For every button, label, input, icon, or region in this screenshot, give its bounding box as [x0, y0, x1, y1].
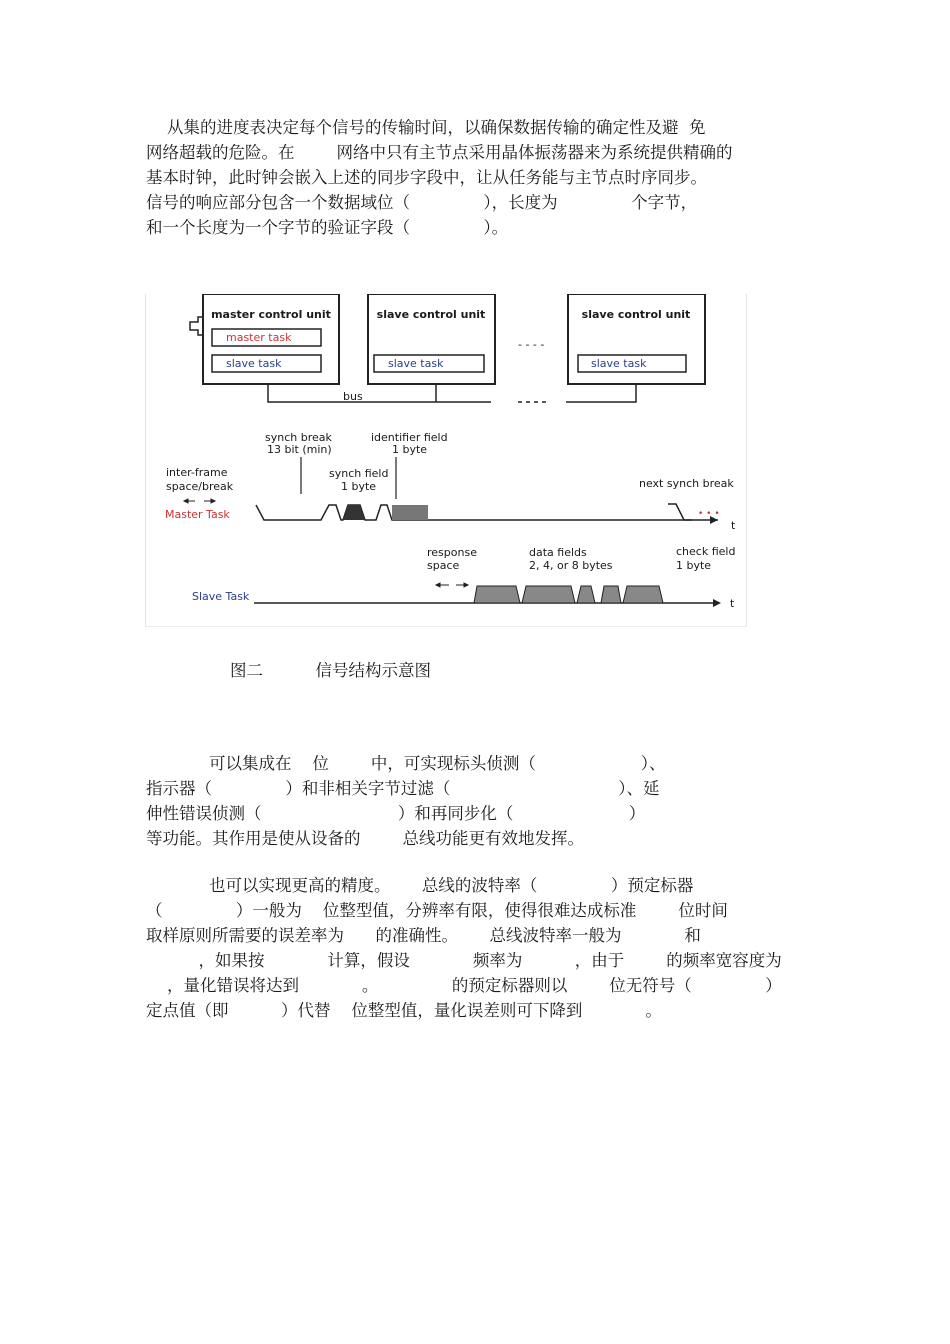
bus-line	[268, 384, 636, 402]
slave-task-box-label: slave task	[591, 357, 647, 370]
slave-control-unit-2	[568, 294, 705, 384]
data-fields-length: 2, 4, or 8 bytes	[529, 559, 613, 572]
slave-unit-title: slave control unit	[376, 308, 486, 321]
check-field-label: check field	[676, 545, 736, 558]
text-line: 取样原则所需要的误差率为 的准确性。 总线波特率一般为 和	[146, 926, 701, 945]
slave-axis-t: t	[730, 597, 735, 610]
inter-frame-label: inter-frame	[166, 466, 228, 479]
response-space-arrows	[436, 583, 468, 587]
paragraph-3	[146, 873, 810, 1023]
text-line: 可以集成在 位 中，可实现标头侦测（ ）、	[146, 754, 666, 773]
identifier-field-length: 1 byte	[392, 443, 428, 456]
text-line: 伸性错误侦测（ ）和再同步化（ ）	[146, 804, 646, 823]
synch-break-label: synch break	[265, 431, 332, 444]
slave-task-box-label: slave task	[226, 357, 282, 370]
units-ellipsis: - - - -	[518, 338, 545, 351]
master-axis-t: t	[731, 519, 736, 532]
oscillator-icon	[190, 317, 203, 335]
text-line: 指示器（ ）和非相关字节过滤（ ）、延	[146, 779, 660, 798]
identifier-field-label: identifier field	[371, 431, 448, 444]
master-task-waveform	[256, 505, 718, 520]
slave-task-box-label: slave task	[388, 357, 444, 370]
text-line: ，如果按 计算，假设 频率为 ，由于 的频率宽容度为	[146, 951, 782, 970]
master-task-box-label: master task	[226, 331, 292, 344]
slave-unit-title: slave control unit	[581, 308, 691, 321]
text-line: 信号的响应部分包含一个数据域位（ ），长度为 个字节，	[146, 193, 698, 212]
response-space-label: response	[427, 546, 477, 559]
inter-frame-label-2: space/break	[166, 480, 234, 493]
text-line: 等功能。其作用是使从设备的 总线功能更有效地发挥。	[146, 829, 584, 848]
synch-break-length: 13 bit (min)	[267, 443, 332, 456]
master-control-unit	[190, 294, 339, 384]
text-line: 网络超载的危险。在 网络中只有主节点采用晶体振荡器来为系统提供精确的	[146, 143, 733, 162]
synch-field-label: synch field	[329, 467, 389, 480]
next-synch-break-label: next synch break	[639, 477, 734, 490]
synch-field-block	[343, 505, 365, 520]
text-line: （ ）一般为 位整型值，分辨率有限，使得很难达成标准 位时间	[146, 901, 728, 920]
paragraph-1	[146, 115, 810, 240]
continuation-dots: • • •	[698, 509, 720, 519]
bus-label: bus	[343, 390, 363, 403]
slave-control-unit-1	[368, 294, 495, 384]
master-task-label: Master Task	[165, 508, 230, 521]
text-line: 定点值（即 ）代替 位整型值，量化误差则可下降到 。	[146, 1001, 662, 1020]
text-line: 从集的进度表决定每个信号的传输时间，以确保数据传输的确定性及避 免	[146, 118, 706, 137]
text-line: 和一个长度为一个字节的验证字段（ ）。	[146, 218, 509, 237]
check-field-length: 1 byte	[676, 559, 712, 572]
slave-time-arrow	[713, 599, 721, 607]
master-unit-title: master control unit	[211, 308, 331, 321]
synch-field-length: 1 byte	[341, 480, 377, 493]
text-line: 基本时钟，此时钟会嵌入上述的同步字段中，让从任务能与主节点时序同步。	[146, 168, 707, 187]
lin-signal-diagram	[145, 294, 747, 627]
data-fields-label: data fields	[529, 546, 587, 559]
text-line: ，量化错误将达到 。 的预定标器则以 位无符号（ ）	[146, 976, 782, 995]
figure-caption: 图二 信号结构示意图	[230, 661, 431, 680]
slave-task-waveform	[254, 586, 714, 603]
text-line: 也可以实现更高的精度。 总线的波特率（ ）预定标器	[146, 876, 694, 895]
identifier-field-block	[392, 505, 428, 520]
slave-task-label: Slave Task	[192, 590, 250, 603]
inter-frame-arrows	[184, 499, 215, 503]
diagram-svg	[146, 294, 746, 626]
paragraph-2	[146, 751, 810, 851]
next-break-waveform	[668, 504, 692, 520]
response-space-label-2: space	[427, 559, 460, 572]
